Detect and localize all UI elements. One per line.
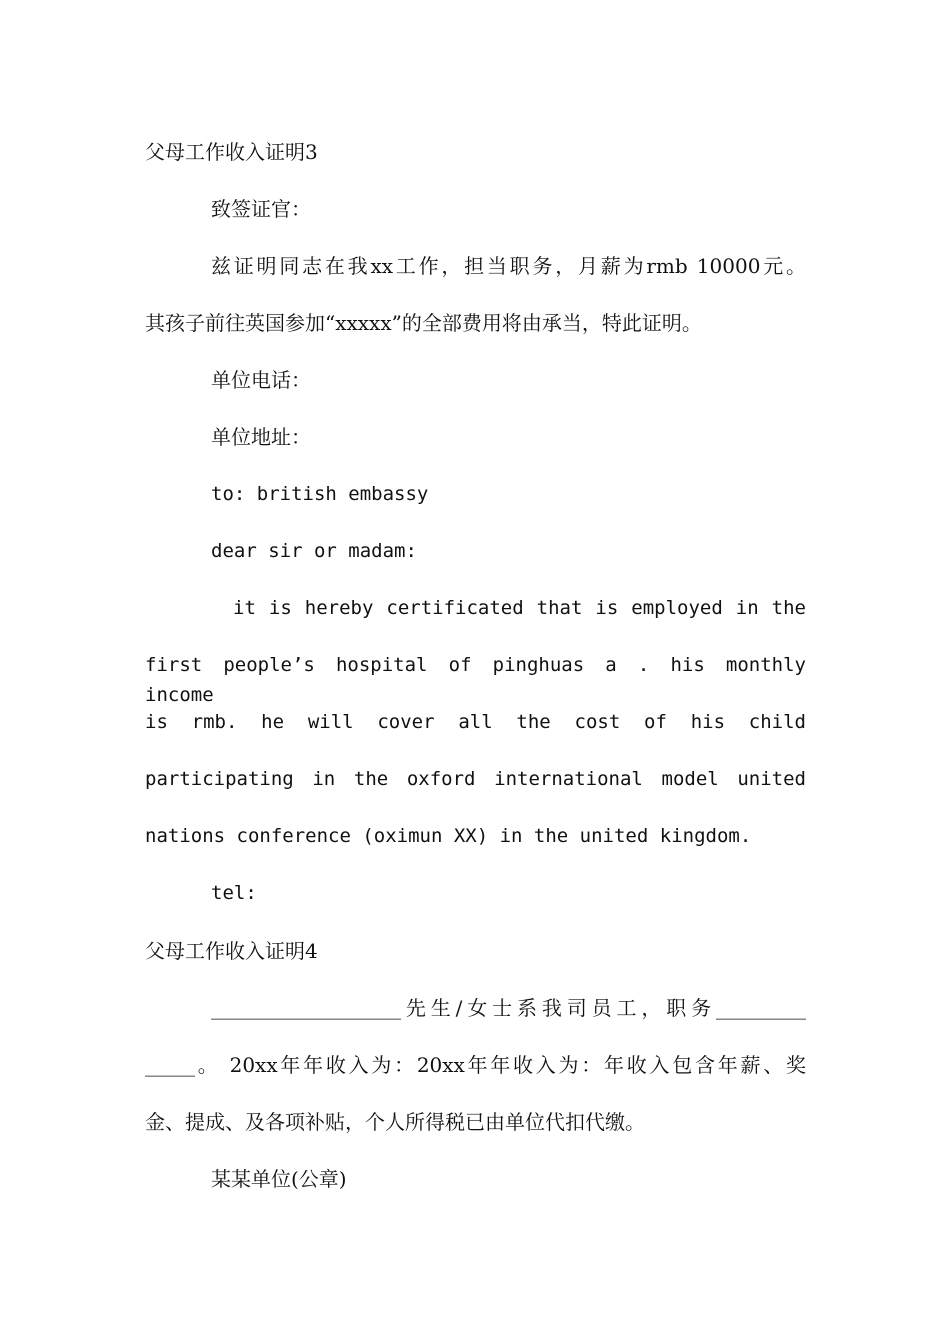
dear-line: dear sir or madam: [211,540,417,562]
salutation: 致签证官： [211,197,311,221]
unit-phone-label: 单位电话： [211,368,311,392]
english-body-line-3: is rmb. he will cover all the cost of his child [145,711,806,733]
body-line-1: 兹证明同志在我xx工作，担当职务，月薪为rmb 10000元。 [211,254,806,278]
tel-label: tel: [211,882,257,904]
section4-line-3: 金、提成、及各项补贴，个人所得税已由单位代扣代缴。 [145,1110,645,1134]
to-line: to: british embassy [211,483,429,505]
english-body-line-2: first people’s hospital of pinghuas a . his monthly income [145,654,806,706]
section3-title: 父母工作收入证明3 [145,140,318,164]
section4-line-1: ___________________先生/女士系我司员工，职务_________ [211,996,806,1020]
unit-address-label: 单位地址： [211,425,311,449]
body-line-2: 其孩子前往英国参加“xxxxx”的全部费用将由承当，特此证明。 [145,311,702,335]
english-body-line-1: it is hereby certificated that is employed in the [233,597,806,619]
section4-line-2: _____。 20xx年年收入为：20xx年年收入为：年收入包含年薪、奖 [145,1053,806,1077]
english-body-line-4: participating in the oxford international model united [145,768,806,790]
company-seal-label: 某某单位(公章) [211,1167,347,1191]
english-body-line-5: nations conference (oximun XX) in the united kingdom. [145,825,752,847]
section4-title: 父母工作收入证明4 [145,939,318,963]
